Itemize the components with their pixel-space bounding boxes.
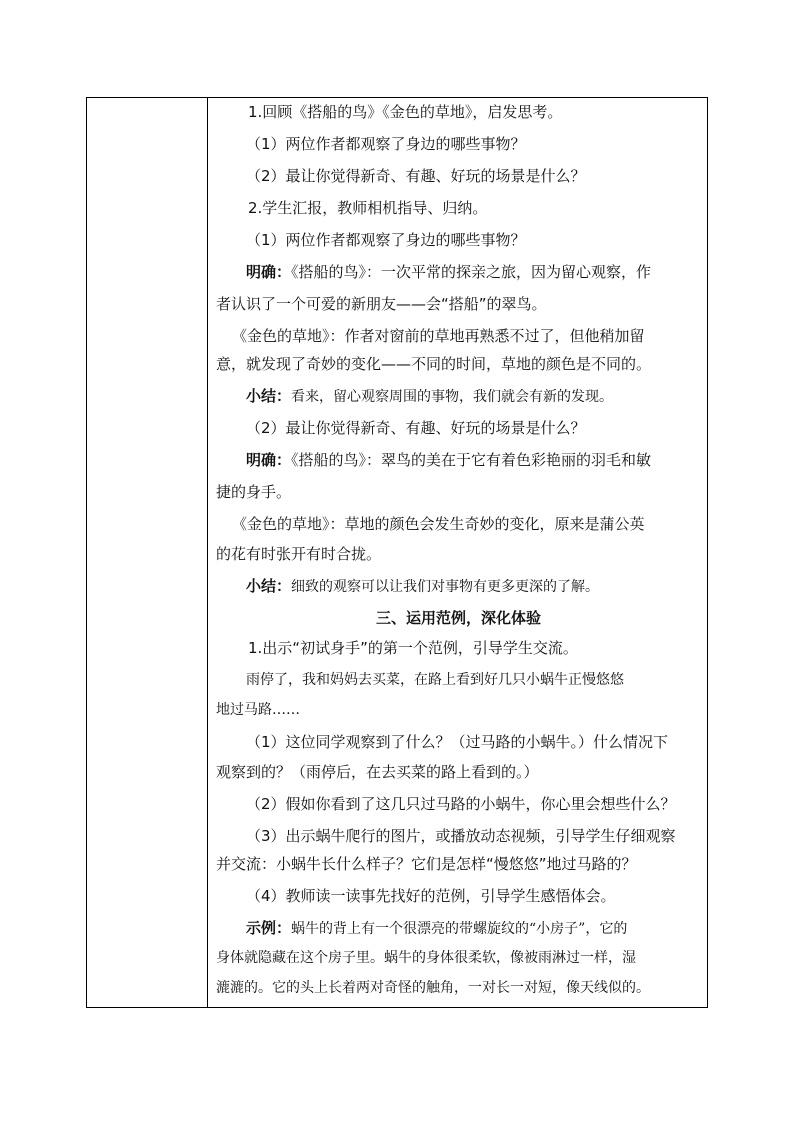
shili-paragraph [216,918,701,939]
shili-label: 示例： [246,919,292,937]
lesson-table [86,97,708,1008]
text-line: 观察到的？（雨停后，在去买菜的路上看到的。） [216,763,539,781]
text-line: （2）假如你看到了这几只过马路的小蜗牛，你心里会想些什么？ [246,795,676,813]
mingque-label: 明确： [246,451,292,469]
text-line: 雨停了，我和妈妈去买菜，在路上看到好几只小蜗牛正慢悠悠 [246,672,624,688]
text-line: 《金色的草地》：草地的颜色会发生奇妙的变化，原来是蒲公英 [232,515,645,533]
text-line: 地过马路…… [216,702,300,718]
text-line: （1）这位同学观察到了什么？（过马路的小蜗牛。）什么情况下 [246,733,669,751]
text-line: 蜗牛的背上有一个很漂亮的带螺旋纹的“小房子”，它的 [291,921,628,937]
text-line: 意，就发现了奇妙的变化——不同的时间，草地的颜色是不同的。 [216,355,652,373]
text-line: 2.学生汇报，教师相机指导、归纳。 [248,199,488,217]
text-line: 1.回顾《搭船的鸟》《金色的草地》，启发思考。 [248,103,563,121]
text-line: （1）两位作者都观察了身边的哪些事物？ [246,231,526,249]
content-cell [208,98,707,1007]
text-line: 的花有时张开有时合拢。 [216,545,382,563]
text-line: 身体就隐藏在这个房子里。蜗牛的身体很柔软，像被雨淋过一样，湿 [216,950,636,966]
text-line: 1.出示“初试身手”的第一个范例，引导学生交流。 [248,639,578,657]
text-line: 漉漉的。它的头上长着两对奇怪的触角，一对长一对短，像天线似的。 [216,980,650,996]
text-line: 《金色的草地》：作者对窗前的草地再熟悉不过了，但他稍加留 [232,327,645,345]
text-line: 《搭船的鸟》：一次平常的探亲之旅，因为留心观察，作 [291,263,652,281]
section-heading: 三、运用范例，深化体验 [375,609,541,627]
text-line: （1）两位作者都观察了身边的哪些事物？ [246,135,526,153]
xiaojie-paragraph [216,576,701,597]
text-line: 者认识了一个可爱的新朋友——会“搭船”的翠鸟。 [216,295,547,313]
xiaojie-label: 小结： [246,577,292,595]
text-line: （2）最让你觉得新奇、有趣、好玩的场景是什么？ [246,419,586,437]
mingque-label: 明确： [246,263,292,281]
text-line: 细致的观察可以让我们对事物有更多更深的了解。 [291,579,600,595]
text-line: 捷的身手。 [216,483,292,501]
mingque-paragraph [216,450,701,470]
text-line: （3）出示蜗牛爬行的图片，或播放动态视频，引导学生仔细观察 [246,827,676,845]
mingque-paragraph [216,262,701,282]
text-line: （4）教师读一读事先找好的范例，引导学生感悟体会。 [246,887,616,905]
xiaojie-paragraph [216,386,701,407]
text-line: （2）最让你觉得新奇、有趣、好玩的场景是什么？ [246,167,586,185]
text-line: 看来，留心观察周围的事物，我们就会有新的发现。 [291,389,614,405]
text-line: 并交流：小蜗牛长什么样子？它们是怎样“慢悠悠”地过马路的？ [216,855,637,873]
text-line: 《搭船的鸟》：翠鸟的美在于它有着色彩艳丽的羽毛和敏 [291,451,652,469]
xiaojie-label: 小结： [246,387,292,405]
